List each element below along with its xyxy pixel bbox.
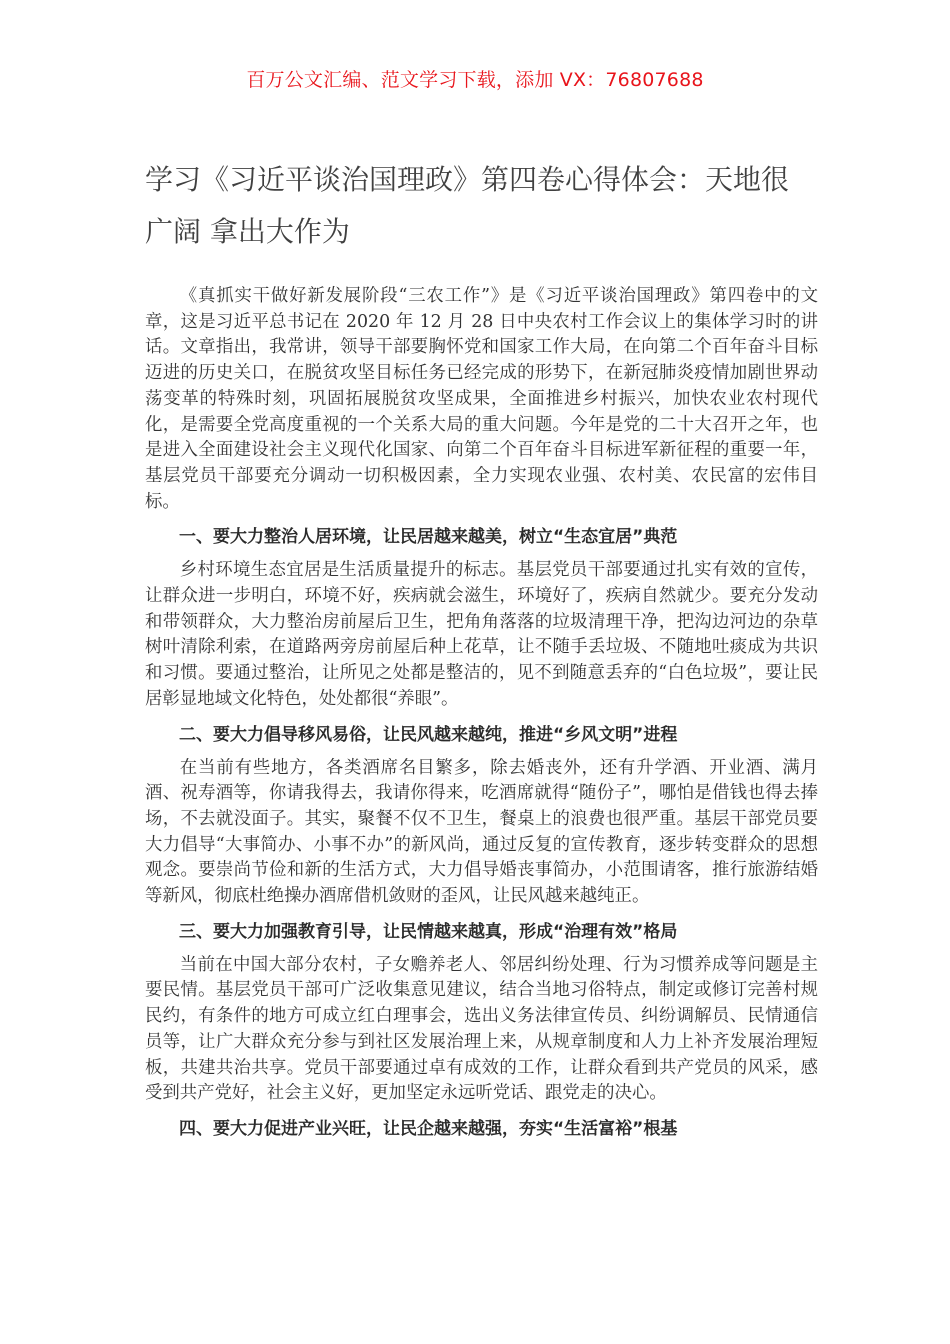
document-body [145, 284, 818, 1150]
section-heading-4: 四、要大力促进产业兴旺，让民企越来越强，夯实“生活富裕”根基 [179, 1118, 678, 1139]
section-heading-3: 三、要大力加强教育引导，让民情越来越真，形成“治理有效”格局 [179, 921, 678, 942]
section-body-1: 乡村环境生态宜居是生活质量提升的标志。基层党员干部要通过扎实有效的宣传，让群众进一步明白，环境不好，疾病就会滋生，环境好了，疾病自然就少。要充分发动和带领群众，大力整治房前屋后卫生，把角角落落的垃圾清理干净，把沟边河边的杂草树叶清除利索，在道路两旁房前屋后种上花草，让不随手丢垃圾、不随地吐痰成为共识和习惯。要通过整治，让所见之处都是整洁的，见不到随意丢弃的“白色垃圾”，要让民居彰显地域文化特色，处处都很“养眼”。 [145, 560, 818, 709]
promo-banner: 百万公文汇编、范文学习下载，添加 VX：76807688 [246, 69, 704, 91]
document-title: 学习《习近平谈治国理政》第四卷心得体会：天地很广阔 拿出大作为 [145, 163, 790, 248]
section-heading-2: 二、要大力倡导移风易俗，让民风越来越纯，推进“乡风文明”进程 [179, 724, 678, 745]
section-heading-1: 一、要大力整治人居环境，让民居越来越美，树立“生态宜居”典范 [179, 527, 678, 548]
section-body-2: 在当前有些地方，各类酒席名目繁多，除去婚丧外，还有升学酒、开业酒、满月酒、祝寿酒等，你请我得去，我请你得来，吃酒席就得“随份子”，哪怕是借钱也得去捧场，不去就没面子。其实，聚餐不仅不卫生，餐桌上的浪费也很严重。基层干部党员要大力倡导“大事简办、小事不办”的新风尚，通过反复的宣传教育，逐步转变群众的思想观念。要崇尚节俭和新的生活方式，大力倡导婚丧事简办，小范围请客，推行旅游结婚等新风，彻底杜绝操办酒席借机敛财的歪风，让民风越来越纯正。 [145, 757, 818, 907]
intro-paragraph: 《真抓实干做好新发展阶段“三农工作”》是《习近平谈治国理政》第四卷中的文章，这是习近平总书记在 2020 年 12 月 28 日中央农村工作会议上的集体学习时的讲话。文章指出，我常讲，领导干部要胸怀党和国家工作大局，在向第二个百年奋斗目标迈进的历史关口，在脱贫攻坚目标任务已经完成的形势下，在新冠肺炎疫情加剧世界动荡变革的特殊时刻，巩固拓展脱贫攻坚成果，全面推进乡村振兴，加快农业农村现代化，是需要全党高度重视的一个关系大局的重大问题。今年是党的二十大召开之年，也是进入全面建设社会主义现代化国家、向第二个百年奋斗目标进军新征程的重要一年，基层党员干部要充分调动一切积极因素，全力实现农业强、农村美、农民富的宏伟目标。 [145, 286, 818, 512]
section-body-3: 当前在中国大部分农村，子女赡养老人、邻居纠纷处理、行为习惯养成等问题是主要民情。基层党员干部可广泛收集意见建议，结合当地习俗特点，制定或修订完善村规民约，有条件的地方可成立红白理事会，选出义务法律宣传员、纠纷调解员、民情通信员等，让广大群众充分参与到社区发展治理上来，从规章制度和人力上补齐发展治理短板，共建共治共享。党员干部要通过卓有成效的工作，让群众看到共产党员的风采，感受到共产党好，社会主义好，更加坚定永远听党话、跟党走的决心。 [145, 954, 818, 1104]
